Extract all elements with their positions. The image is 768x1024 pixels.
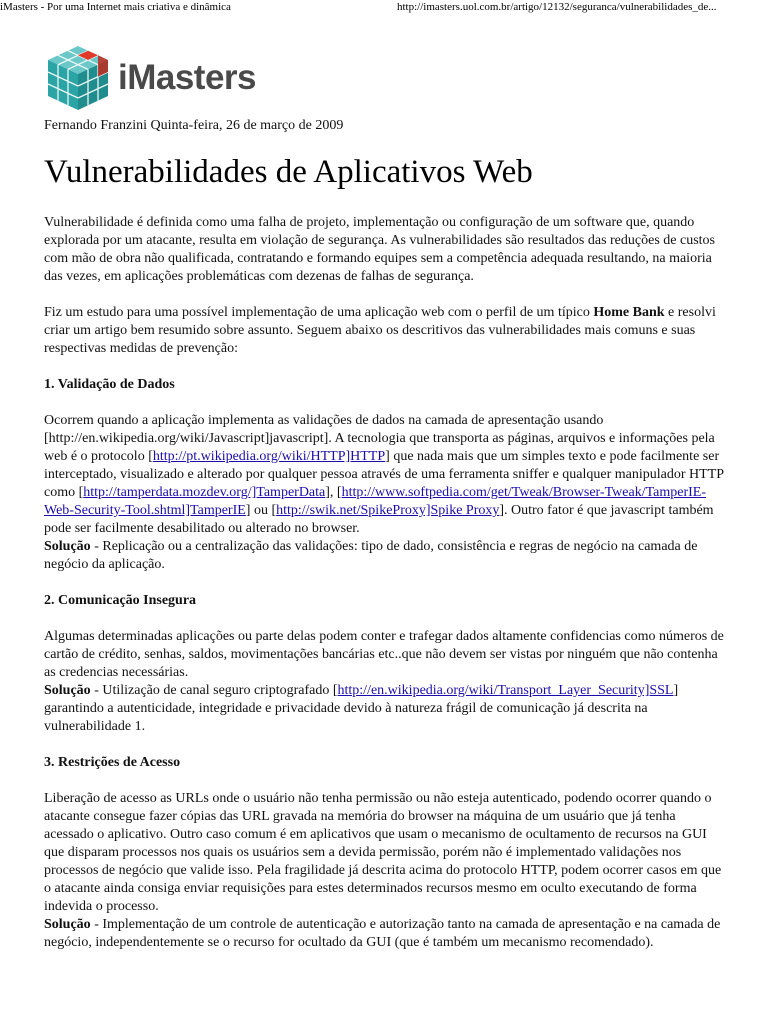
link-tamperie[interactable]: http://www.softpedia.com/get/Tweak/Browser-Tweak/TamperIE-Web-Security-Tool.shtml]TamperIE [44, 485, 707, 518]
section-2-body: Algumas determinadas aplicações ou parte delas podem conter e trafegar dados altamente confidencias como números de cartão de crédito, senhas, saldos, movimentações bancárias etc..que não devem ser vistas por ninguém que não contenha as credencias necessárias. Solução - Utilização de canal seguro criptografado [http://en.wikipedia.org/wiki/Transport_Layer_Security]SSL] garantindo a autenticidade, integridade e privacidade devido à natureza frágil de comunicação já descrita na vulnerabilidade 1. [44, 629, 724, 734]
logo-text: iMasters [118, 58, 257, 97]
print-header [0, 0, 768, 16]
paragraph-2: Fiz um estudo para uma possível implementação de uma aplicação web com o perfil de um típico Home Bank e resolvi criar um artigo bem resumido sobre assunto. Seguem abaixo os descritivos das vulnerabilidades mais comuns e suas respectivas medidas de prevenção: [44, 305, 716, 356]
link-ssl[interactable]: http://en.wikipedia.org/wiki/Transport_Layer_Security]SSL [337, 683, 674, 698]
section-heading-1: 1. Validação de Dados [44, 377, 175, 392]
home-bank-bold: Home Bank [593, 305, 665, 320]
section-1-body: Ocorrem quando a aplicação implementa as validações de dados na camada de apresentação usando [http://en.wikipedia.org/wiki/Javascript]javascript]. A tecnologia que transporta as páginas, arquivos e informações pela web é o protocolo [http://pt.wikipedia.org/wiki/HTTP]HTTP] que nada mais que um simples texto e pode facilmente ser interceptado, visualizado e alterado por qualquer pessoa através de uma ferramenta sniffer e qualquer manipulador HTTP como [http://tamperdata.mozdev.org/]TamperData], [http://www.softpedia.com/get/Tweak/Browser-Tweak/TamperIE-Web-Security-Tool.shtml]TamperIE] ou [http://swik.net/SpikeProxy]Spike Proxy]. Outro fator é que javascript também pode ser facilmente desabilitado ou alterado no browser. Solução - Replicação ou a centralização das validações: tipo de dado, consistência e regras de negócio na camada de negócio da aplicação. [44, 413, 724, 572]
solution-label: Solução [44, 683, 91, 698]
section-heading-3: 3. Restrições de Acesso [44, 755, 181, 770]
link-tamperdata[interactable]: http://tamperdata.mozdev.org/]TamperData [83, 485, 326, 500]
article [44, 116, 726, 970]
print-header-title: iMasters - Por uma Internet mais criativa e dinâmica [0, 1, 231, 13]
print-header-url: http://imasters.uol.com.br/artigo/12132/seguranca/vulnerabilidades_de... [397, 1, 717, 13]
cube-logo-icon [44, 44, 112, 112]
article-title: Vulnerabilidades de Aplicativos Web [44, 154, 533, 190]
link-http[interactable]: http://pt.wikipedia.org/wiki/HTTP]HTTP [152, 449, 386, 464]
site-logo[interactable] [44, 44, 256, 112]
solution-label: Solução [44, 539, 91, 554]
link-spike-proxy[interactable]: http://swik.net/SpikeProxy]Spike Proxy [276, 503, 500, 518]
section-3-body: Liberação de acesso as URLs onde o usuário não tenha permissão ou não esteja autenticado, podendo ocorrer quando o atacante consegue fazer cópias das URL gravada na memória do browser na máquina de um usuário que já tenha acessado o aplicativo. Outro caso comum é em aplicativos que usam o mecanismo de ocultamento de recursos na GUI que disparam processos nos quais os usuários sem a devida permissão, porém não é implementado validações nos processos de negócio que valide isso. Pela fragilidade já descrita acima do protocolo HTTP, podem ocorrer casos em que o atacante ainda consiga enviar requisições para estes determinados recursos mesmo em oculto executando de forma indevida o processo. Solução - Implementação de um controle de autenticação e autorização tanto na camada de apresentação e na camada de negócio, independentemente se o recurso for ocultado da GUI (que é também um mecanismo recomendado). [44, 791, 722, 950]
byline: Fernando Franzini Quinta-feira, 26 de março de 2009 [44, 118, 344, 133]
intro-paragraph: Vulnerabilidade é definida como uma falha de projeto, implementação ou configuração de um software que, quando explorada por um atacante, resulta em violação de segurança. As vulnerabilidades são resultados das reduções de custos com mão de obra não qualificada, contratando e formando equipes sem a competência adequada resultando, na maioria das vezes, em aplicações problemáticas com dezenas de falhas de segurança. [44, 215, 715, 284]
section-heading-2: 2. Comunicação Insegura [44, 593, 197, 608]
solution-label: Solução [44, 917, 91, 932]
